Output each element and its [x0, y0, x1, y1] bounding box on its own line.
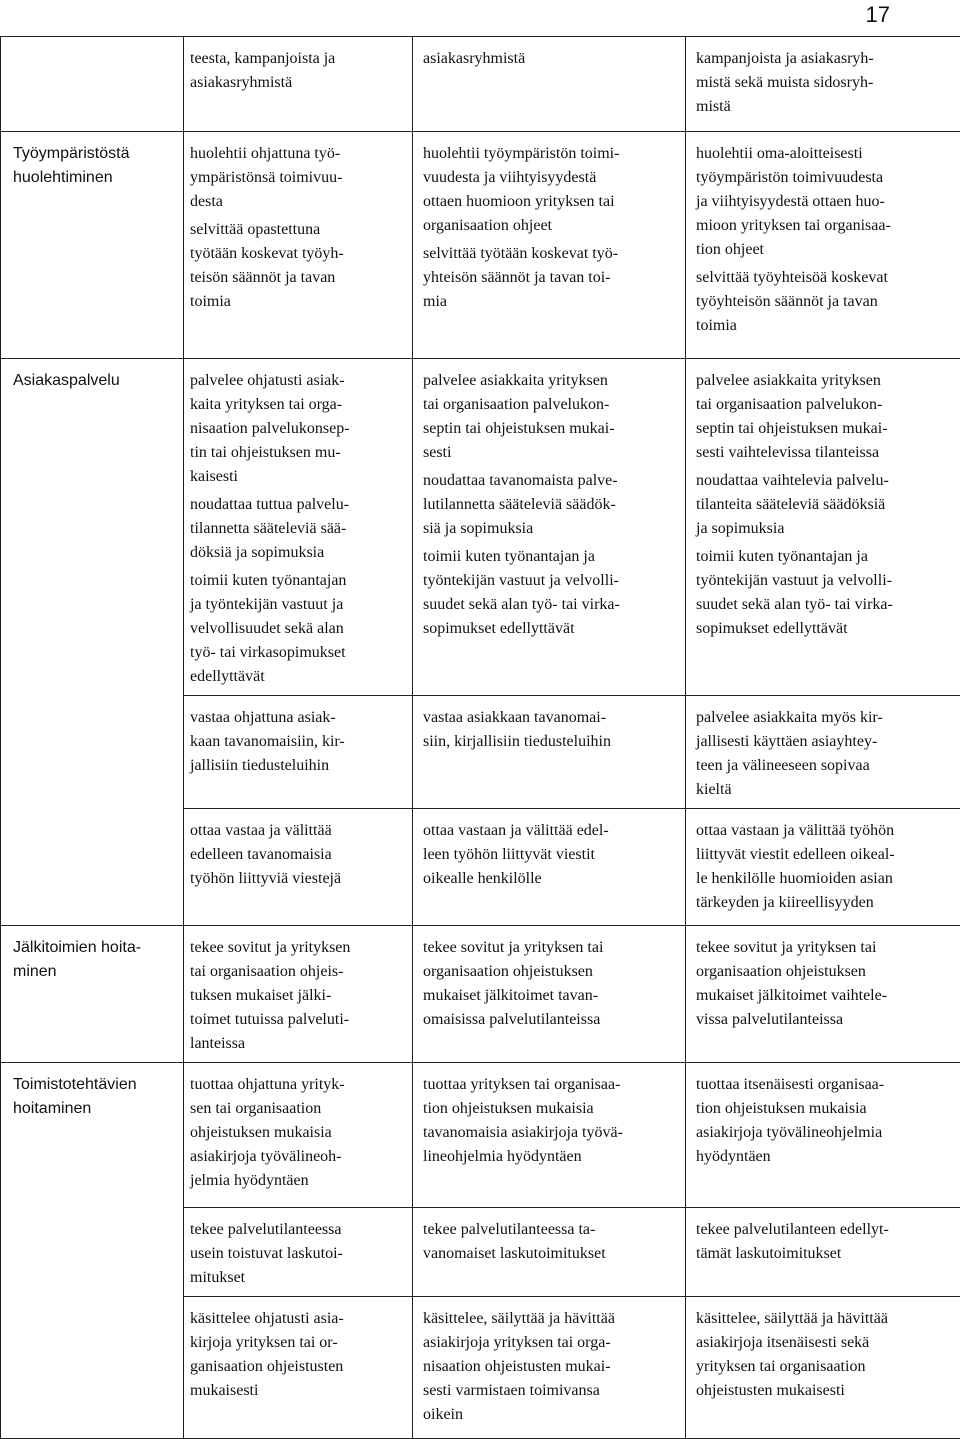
table-header-row: [1, 37, 960, 132]
criterion-text: huolehtii ohjattuna työ- ympäristönsä toimivuu- desta: [190, 142, 406, 214]
area-label: Työympäristöstä huolehtiminen: [13, 142, 179, 190]
level3-cell: [686, 809, 960, 926]
level2-cell: [413, 1208, 686, 1297]
criterion-text: palvelee ohjatusti asiak- kaita yrityksen tai orga- nisaation palvelukonsep- tin tai ohjeistuksen mu- kaisesti: [190, 369, 406, 489]
criterion-text: huolehtii työympäristön toimi- vuudesta ja viihtyisyydestä ottaen huomioon yrityksen tai organisaation ohjeet: [423, 142, 679, 238]
level1-header-cell: [184, 37, 413, 132]
level2-cell: [413, 359, 686, 696]
level3-cell: [686, 1208, 960, 1297]
level1-header: teesta, kampanjoista ja asiakasryhmistä: [190, 47, 406, 95]
area-cell-follow-up: [1, 926, 184, 1063]
table-row: [1, 926, 960, 1063]
criterion-text: toimii kuten työnantajan ja työntekijän vastuut ja velvollisuudet sekä alan työ- tai virkasopimukset edellyttävät: [190, 569, 406, 689]
criterion-text: tekee palvelutilanteen edellyt- tämät laskutoimitukset: [696, 1218, 954, 1266]
criterion-text: huolehtii oma-aloitteisesti työympäristön toimivuudesta ja viihtyisyydestä ottaen huo- mioon yrityksen tai organisaa- tion ohjeet: [696, 142, 954, 262]
level3-cell: [686, 1297, 960, 1439]
level3-cell: [686, 696, 960, 809]
level3-cell: [686, 926, 960, 1063]
criterion-text: tekee palvelutilanteessa usein toistuvat laskutoi- mitukset: [190, 1218, 406, 1290]
level2-header: asiakasryhmistä: [423, 47, 679, 71]
criterion-text: käsittelee ohjatusti asia- kirjoja yrityksen tai or- ganisaation ohjeistusten mukaisesti: [190, 1307, 406, 1403]
level1-cell: [184, 1297, 413, 1439]
area-cell-customer-service: [1, 359, 184, 926]
area-header-cell: [1, 37, 184, 132]
area-cell-office-tasks: [1, 1063, 184, 1439]
criterion-text: tuottaa ohjattuna yrityk- sen tai organisaation ohjeistuksen mukaisia asiakirjoja työvälineoh- jelmia hyödyntäen: [190, 1073, 406, 1193]
table-row: [1, 359, 960, 696]
level2-cell: [413, 1297, 686, 1439]
criterion-text: tekee sovitut ja yrityksen tai organisaation ohjeis- tuksen mukaiset jälki- toimet tutuissa palveluti- lanteissa: [190, 936, 406, 1056]
criterion-text: palvelee asiakkaita myös kir- jallisesti käyttäen asiayhtey- teen ja välineeseen sopivaa kieltä: [696, 706, 954, 802]
criterion-text: tekee palvelutilanteessa ta- vanomaiset laskutoimitukset: [423, 1218, 679, 1266]
area-label: Asiakaspalvelu: [13, 369, 179, 393]
table-row: [1, 132, 960, 359]
level2-cell: [413, 926, 686, 1063]
level2-cell: [413, 132, 686, 359]
criterion-text: selvittää työyhteisöä koskevat työyhteisön säännöt ja tavan toimia: [696, 266, 954, 338]
level1-cell: [184, 1208, 413, 1297]
criterion-text: palvelee asiakkaita yrityksen tai organisaation palvelukon- septin tai ohjeistuksen mukai- sesti: [423, 369, 679, 465]
criterion-text: selvittää opastettuna työtään koskevat työyh- teisön säännöt ja tavan toimia: [190, 218, 406, 314]
level2-cell: [413, 696, 686, 809]
criterion-text: noudattaa tavanomaista palve- lutilannetta sääteleviä säädök- siä ja sopimuksia: [423, 469, 679, 541]
criterion-text: tekee sovitut ja yrityksen tai organisaation ohjeistuksen mukaiset jälkitoimet tavan- omaisissa palvelutilanteissa: [423, 936, 679, 1032]
area-label: Jälkitoimien hoita- minen: [13, 936, 179, 984]
criterion-text: ottaa vastaan ja välittää edel- leen työhön liittyvät viestit oikealle henkilölle: [423, 819, 679, 891]
level1-cell: [184, 809, 413, 926]
criterion-text: toimii kuten työnantajan ja työntekijän vastuut ja velvolli- suudet sekä alan työ- tai virka- sopimukset edellyttävät: [696, 545, 954, 641]
level1-cell: [184, 1063, 413, 1208]
level3-cell: [686, 132, 960, 359]
area-cell-work-environment: [1, 132, 184, 359]
level1-cell: [184, 696, 413, 809]
page-number: 17: [866, 2, 890, 28]
area-label: Toimistotehtävien hoitaminen: [13, 1073, 179, 1121]
criterion-text: käsittelee, säilyttää ja hävittää asiakirjoja yrityksen tai orga- nisaation ohjeistusten mukai- sesti varmistaen toimivansa oikein: [423, 1307, 679, 1427]
criterion-text: palvelee asiakkaita yrityksen tai organisaation palvelukon- septin tai ohjeistuksen mukai- sesti vaihtelevissa tilanteissa: [696, 369, 954, 465]
criterion-text: selvittää työtään koskevat työ- yhteisön säännöt ja tavan toi- mia: [423, 242, 679, 314]
criterion-text: tuottaa yrityksen tai organisaa- tion ohjeistuksen mukaisia tavanomaisia asiakirjoja työvä- lineohjelmia hyödyntäen: [423, 1073, 679, 1169]
criterion-text: noudattaa vaihtelevia palvelu- tilanteita sääteleviä säädöksiä ja sopimuksia: [696, 469, 954, 541]
table-row: [1, 1063, 960, 1208]
criterion-text: vastaa asiakkaan tavanomai- siin, kirjallisiin tiedusteluihin: [423, 706, 679, 754]
criterion-text: tuottaa itsenäisesti organisaa- tion ohjeistuksen mukaisia asiakirjoja työvälineohjelmia hyödyntäen: [696, 1073, 954, 1169]
criterion-text: noudattaa tuttua palvelu- tilannetta sääteleviä sää- döksiä ja sopimuksia: [190, 493, 406, 565]
criterion-text: käsittelee, säilyttää ja hävittää asiakirjoja itsenäisesti sekä yrityksen tai organisaation ohjeistusten mukaisesti: [696, 1307, 954, 1403]
level1-cell: [184, 132, 413, 359]
level2-cell: [413, 1063, 686, 1208]
criterion-text: ottaa vastaa ja välittää edelleen tavanomaisia työhön liittyviä viestejä: [190, 819, 406, 891]
criterion-text: toimii kuten työnantajan ja työntekijän vastuut ja velvolli- suudet sekä alan työ- tai virka- sopimukset edellyttävät: [423, 545, 679, 641]
level2-cell: [413, 809, 686, 926]
assessment-criteria-table: [0, 36, 960, 1439]
level1-cell: [184, 926, 413, 1063]
level3-cell: [686, 359, 960, 696]
criterion-text: tekee sovitut ja yrityksen tai organisaation ohjeistuksen mukaiset jälkitoimet vaihtele- vissa palvelutilanteissa: [696, 936, 954, 1032]
level1-cell: [184, 359, 413, 696]
level3-header: kampanjoista ja asiakasryh- mistä sekä muista sidosryh- mistä: [696, 47, 954, 119]
level2-header-cell: [413, 37, 686, 132]
criterion-text: vastaa ohjattuna asiak- kaan tavanomaisiin, kir- jallisiin tiedusteluihin: [190, 706, 406, 778]
level3-header-cell: [686, 37, 960, 132]
criterion-text: ottaa vastaan ja välittää työhön liittyvät viestit edelleen oikeal- le henkilölle huomioiden asian tärkeyden ja kiireellisyyden: [696, 819, 954, 915]
level3-cell: [686, 1063, 960, 1208]
